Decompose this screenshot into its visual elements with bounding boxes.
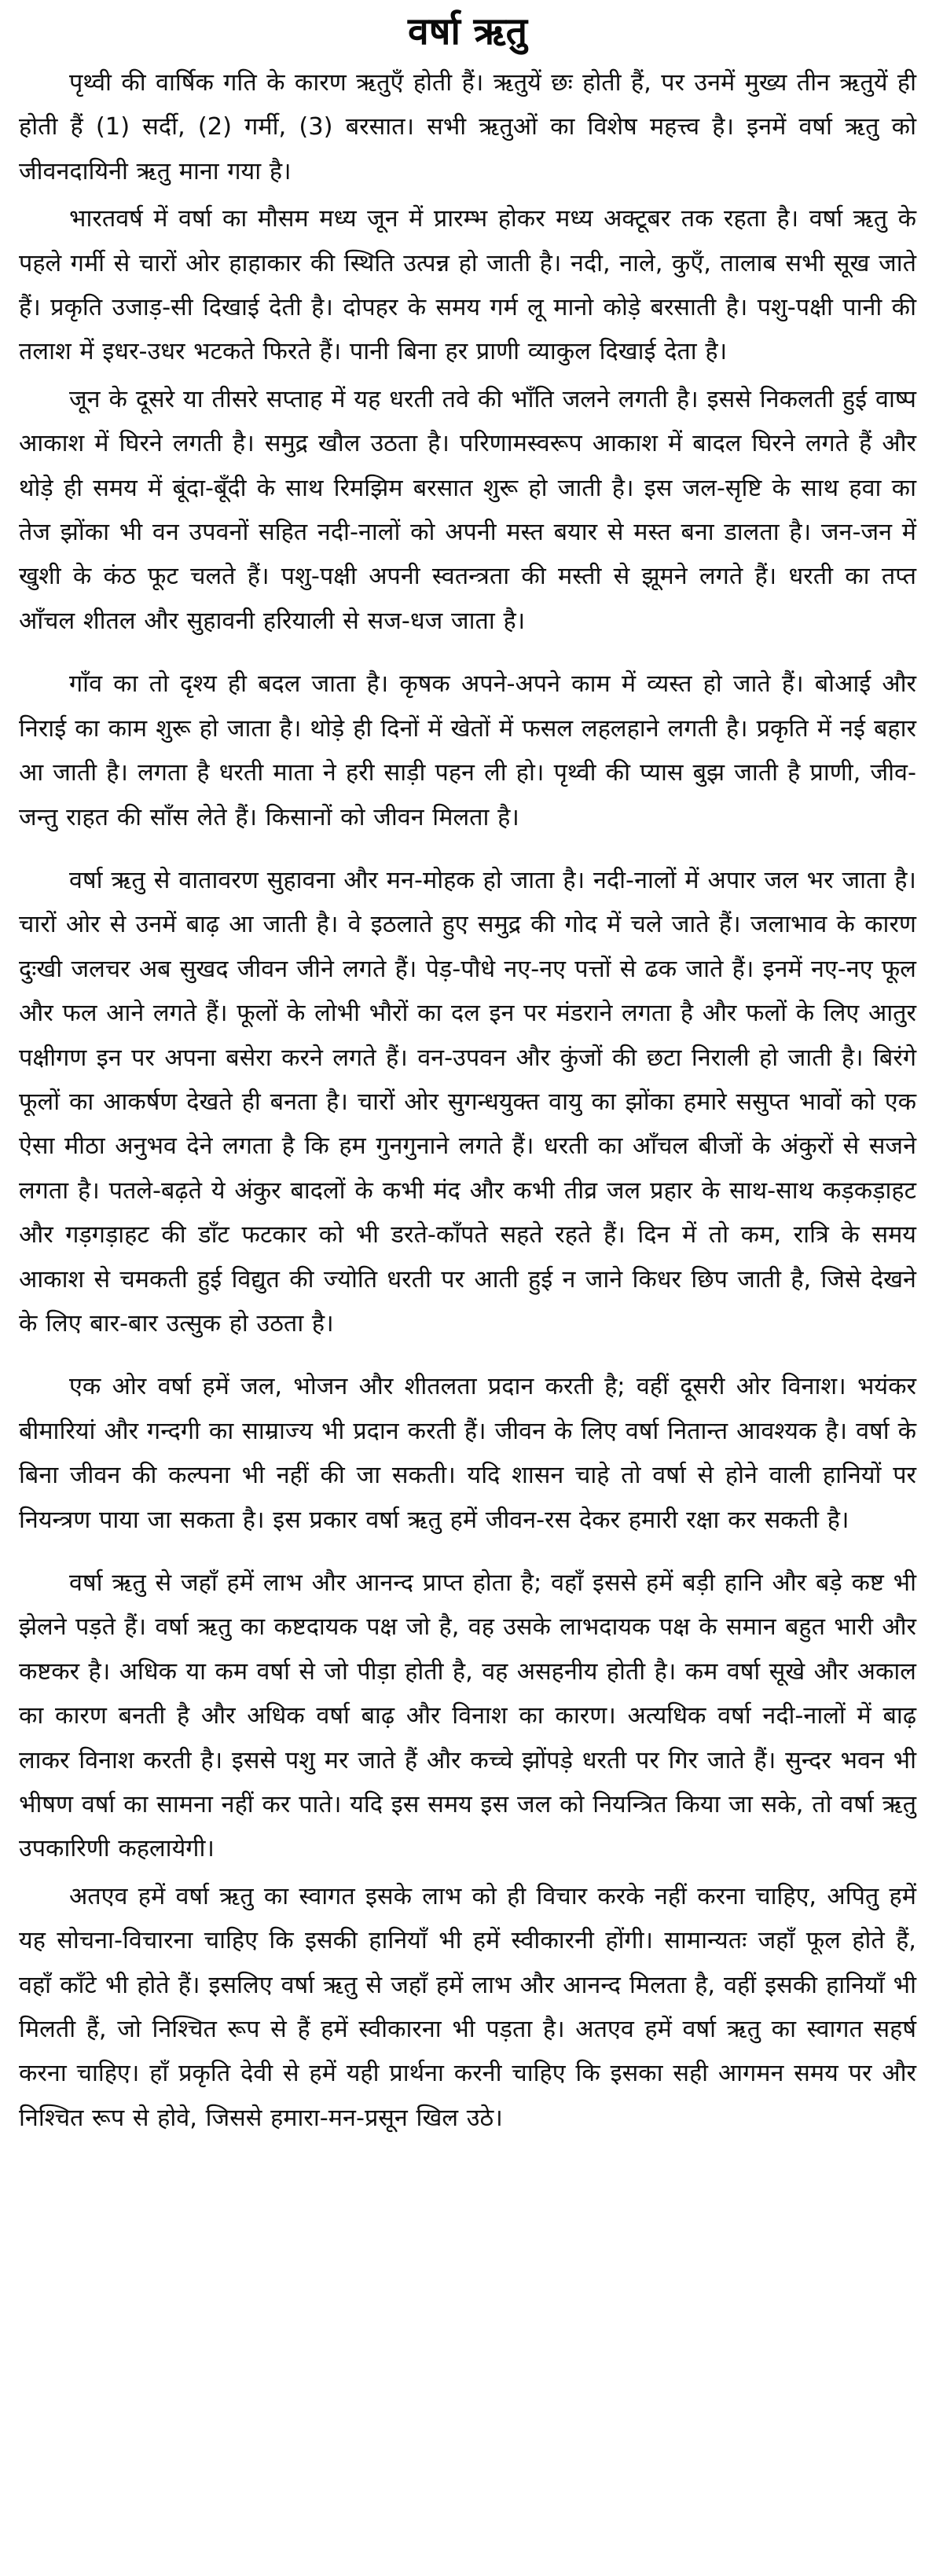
paragraph-monsoon-season: भारतवर्ष में वर्षा का मौसम मध्य जून में प्रारम्भ होकर मध्य अक्टूबर तक रहता है। वर्षा ऋतु के पहले गर्मी से चारों ओर हाहाकार की स्थिति उत्पन्न हो जाती है। नदी, नाले, कुएँ, तालाब सभी सूख जाते हैं। प्रकृति उजाड़-सी दिखाई देती है। दोपहर के समय गर्म लू मानो कोड़े बरसाती है। पशु-पक्षी पानी की तलाश में इधर-उधर भटकते फिरते हैं। पानी बिना हर प्राणी व्याकुल दिखाई देता है।: [19, 205, 916, 366]
paragraph-conclusion: अतएव हमें वर्षा ऋतु का स्वागत इसके लाभ को ही विचार करके नहीं करना चाहिए, अपितु हमें यह सोचना-विचारना चाहिए कि इसकी हानियाँ भी हमें स्वीकारनी होंगी। सामान्यतः जहाँ फूल होते हैं, वहाँ काँटे भी होते हैं। इसलिए वर्षा ऋतु से जहाँ हमें लाभ और आनन्द मिलता है, वहीं इसकी हानियाँ भी मिलती हैं, जो निश्चित रूप से हैं हमें स्वीकारना भी पड़ता है। अतएव हमें वर्षा ऋतु का स्वागत सहर्ष करना चाहिए। हाँ प्रकृति देवी से हमें यही प्रार्थना करनी चाहिए कि इसका सही आगमन समय पर और निश्चित रूप से होवे, जिससे हमारा-मन-प्रसून खिल उठे।: [19, 1882, 916, 2132]
paragraph-losses: वर्षा ऋतु से जहाँ हमें लाभ और आनन्द प्राप्त होता है; वहाँ इससे हमें बड़ी हानि और बड़े कष्ट भी झेलने पड़ते हैं। वर्षा ऋतु का कष्टदायक पक्ष जो है, वह उसके लाभदायक पक्ष के समान बहुत भारी और कष्टकर है। अधिक या कम वर्षा से जो पीड़ा होती है, वह असहनीय होती है। कम वर्षा सूखे और अकाल का कारण बनती है और अधिक वर्षा बाढ़ और विनाश का कारण। अत्यधिक वर्षा नदी-नालों में बाढ़ लाकर विनाश करती है। इससे पशु मर जाते हैं और कच्चे झोंपड़े धरती पर गिर जाते हैं। सुन्दर भवन भी भीषण वर्षा का सामना नहीं कर पाते। यदि इस समय इस जल को नियन्त्रित किया जा सके, तो वर्षा ऋतु उपकारिणी कहलायेगी।: [19, 1569, 916, 1863]
essay-title: वर्षा ऋतु: [408, 9, 527, 53]
paragraph-pleasant-weather: वर्षा ऋतु से वातावरण सुहावना और मन-मोहक हो जाता है। नदी-नालों में अपार जल भर जाता है। चारों ओर से उनमें बाढ़ आ जाती है। वे इठलाते हुए समुद्र की गोद में चले जाते हैं। जलाभाव के कारण दुःखी जलचर अब सुखद जीवन जीने लगते हैं। पेड़-पौधे नए-नए पत्तों से ढक जाते हैं। इनमें नए-नए फूल और फल आने लगते हैं। फूलों के लोभी भौरों का दल इन पर मंडराने लगता है और फलों के लिए आतुर पक्षीगण इन पर अपना बसेरा करने लगते हैं। वन-उपवन और कुंजों की छटा निराली हो जाती है। बिरंगे फूलों का आकर्षण देखते ही बनता है। चारों ओर सुगन्धयुक्त वायु का झोंका हमारे ससुप्त भावों को एक ऐसा मीठा अनुभव देने लगता है कि हम गुनगुनाने लगते हैं। धरती का आँचल बीजों के अंकुरों से सजने लगता है। पतले-बढ़ते ये अंकुर बादलों के कभी मंद और कभी तीव्र जल प्रहार के साथ-साथ कड़कड़ाहट और गड़गड़ाहट की डाँट फटकार को भी डरते-काँपते सहते रहते हैं। दिन में तो कम, रात्रि के समय आकाश से चमकती हुई विद्युत की ज्योति धरती पर आती हुई न जाने किधर छिप जाती है, जिसे देखने के लिए बार-बार उत्सुक हो उठता है।: [19, 866, 916, 1338]
paragraph-benefits-and-destruction: एक ओर वर्षा हमें जल, भोजन और शीतलता प्रदान करती है; वहीं दूसरी ओर विनाश। भयंकर बीमारियां और गन्दगी का साम्राज्य भी प्रदान करती हैं। जीवन के लिए वर्षा नितान्त आवश्यक है। वर्षा के बिना जीवन की कल्पना भी नहीं की जा सकती। यदि शासन चाहे तो वर्षा से होने वाली हानियों पर नियन्त्रण पाया जा सकता है। इस प्रकार वर्षा ऋतु हमें जीवन-रस देकर हमारी रक्षा कर सकती है।: [19, 1373, 916, 1534]
paragraph-rain-arrival: जून के दूसरे या तीसरे सप्ताह में यह धरती तवे की भाँति जलने लगती है। इससे निकलती हुई वाष्प आकाश में घिरने लगती है। समुद्र खौल उठता है। परिणामस्वरूप आकाश में बादल घिरने लगते हैं और थोड़े ही समय में बूंदा-बूँदी के साथ रिमझिम बरसात शुरू हो जाती है। इस जल-सृष्टि के साथ हवा का तेज झोंका भी वन उपवनों सहित नदी-नालों को अपनी मस्त बयार से मस्त बना डालता है। जन-जन में खुशी के कंठ फूट चलते हैं। पशु-पक्षी अपनी स्वतन्त्रता की मस्ती से झूमने लगते हैं। धरती का तप्त आँचल शीतल और सुहावनी हरियाली से सज-धज जाता है।: [19, 385, 916, 635]
paragraph-village-scene: गाँव का तो दृश्य ही बदल जाता है। कृषक अपने-अपने काम में व्यस्त हो जाते हैं। बोआई और निराई का काम शुरू हो जाता है। थोड़े ही दिनों में खेतों में फसल लहलहाने लगती है। प्रकृति में नई बहार आ जाती है। लगता है धरती माता ने हरी साड़ी पहन ली हो। पृथ्वी की प्यास बुझ जाती है प्राणी, जीव-जन्तु राहत की साँस लेते हैं। किसानों को जीवन मिलता है।: [19, 670, 916, 831]
paragraph-intro: पृथ्वी की वार्षिक गति के कारण ऋतुएँ होती हैं। ऋतुयें छः होती हैं, पर उनमें मुख्य तीन ऋतुयें ही होती हैं (1) सर्दी, (2) गर्मी, (3) बरसात। सभी ऋतुओं का विशेष महत्त्व है। इनमें वर्षा ऋतु को जीवनदायिनी ऋतु माना गया है।: [19, 69, 916, 185]
essay-body: [19, 61, 916, 2141]
